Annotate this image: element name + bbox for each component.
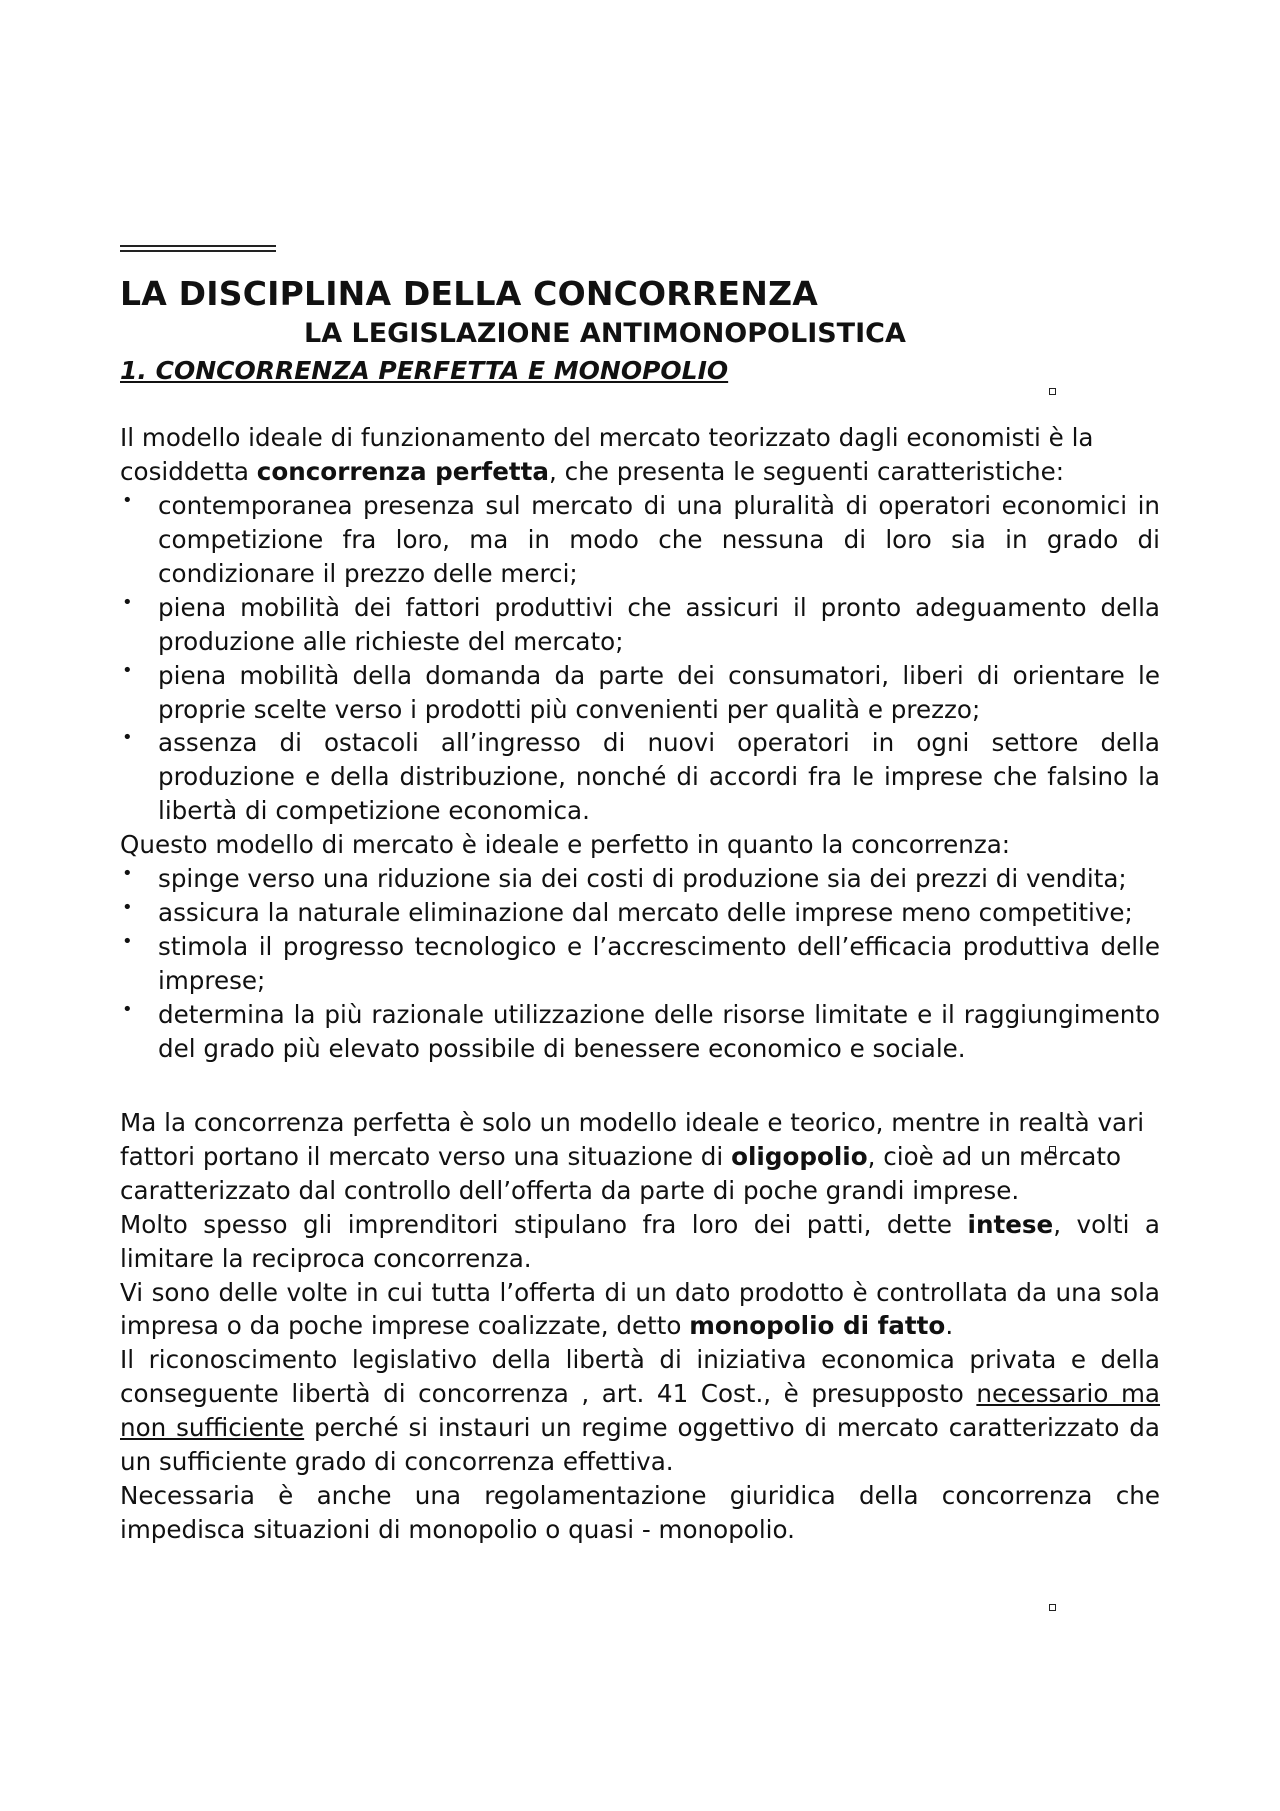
effects-list	[120, 862, 1160, 1066]
riconoscimento-text-end: perché si instauri un regime oggettivo di mercato caratterizzato da un sufficiente grado di concorrenza effettiva.	[120, 1413, 1160, 1477]
monopolio-text: Vi sono delle volte in cui tutta l’offerta di un dato prodotto è controllata da una sola impresa o da poche imprese coalizzate, detto	[120, 1277, 1160, 1341]
list-item: • determina la più razionale utilizzazione delle risorse limitate e il raggiungimento del grado più elevato possibile di benessere economico e sociale.	[120, 998, 1160, 1066]
document-subtitle: LA LEGISLAZIONE ANTIMONOPOLISTICA	[304, 318, 906, 349]
list-item: • assenza di ostacoli all’ingresso di nuovi operatori in ogni settore della produzione e della distribuzione, nonché di accordi fra le imprese che falsino la libertà di competizione economica.	[120, 726, 1160, 828]
intese-text-end: , volti a limitare la reciproca concorrenza.	[120, 1209, 1160, 1273]
intro-text-end: , che presenta le seguenti caratteristiche:	[549, 456, 1064, 486]
intro-paragraph	[120, 421, 1160, 489]
intese-text: Molto spesso gli imprenditori stipulano fra loro dei patti, dette	[120, 1209, 968, 1239]
monopolio-text-end: .	[945, 1311, 954, 1341]
oligopolio-text-end: , cioè ad un mercato caratterizzato dal controllo dell’offerta da parte di poche grandi imprese.	[120, 1141, 1122, 1205]
monopolio-paragraph	[120, 1276, 1160, 1344]
intese-paragraph	[120, 1208, 1160, 1276]
document-body	[120, 421, 1160, 1547]
header-rule	[120, 245, 276, 252]
anchor-mark-icon	[1049, 388, 1056, 395]
intese-bold-term: intese	[967, 1209, 1054, 1239]
necessaria-paragraph: Necessaria è anche una regolamentazione giuridica della concorrenza che impedisca situazioni di monopolio o quasi - monopolio.	[120, 1481, 1160, 1545]
riconoscimento-paragraph	[120, 1343, 1160, 1479]
riconoscimento-underlined-text: necessario ma non sufficiente	[120, 1379, 1161, 1443]
characteristics-list	[120, 489, 1160, 828]
list-item: • assicura la naturale eliminazione dal mercato delle imprese meno competitive;	[120, 896, 1160, 930]
oligopolio-bold-term: oligopolio	[731, 1141, 868, 1171]
anchor-mark-icon	[1049, 1604, 1056, 1611]
intro-bold-term: concorrenza perfetta	[256, 456, 550, 486]
section-heading: 1. CONCORRENZA PERFETTA E MONOPOLIO	[120, 356, 729, 385]
ideal-intro-paragraph: Questo modello di mercato è ideale e perfetto in quanto la concorrenza:	[120, 830, 1011, 860]
monopolio-bold-term: monopolio di fatto	[689, 1311, 946, 1341]
intro-text: Il modello ideale di funzionamento del mercato teorizzato dagli economisti è la cosiddetta	[120, 423, 1094, 486]
list-item: • piena mobilità dei fattori produttivi che assicuri il pronto adeguamento della produzione alle richieste del mercato;	[120, 591, 1160, 659]
riconoscimento-text: Il riconoscimento legislativo della libertà di iniziativa economica privata e della conseguente libertà di concorrenza , art. 41 Cost., è presupposto	[120, 1345, 1160, 1409]
oligopolio-paragraph	[120, 1106, 1160, 1208]
oligopolio-text: Ma la concorrenza perfetta è solo un modello ideale e teorico, mentre in realtà vari fattori portano il mercato verso una situazione di	[120, 1107, 1145, 1171]
document-title: LA DISCIPLINA DELLA CONCORRENZA	[120, 274, 818, 313]
list-item: • piena mobilità della domanda da parte dei consumatori, liberi di orientare le proprie scelte verso i prodotti più convenienti per qualità e prezzo;	[120, 659, 1160, 727]
list-item: • spinge verso una riduzione sia dei costi di produzione sia dei prezzi di vendita;	[120, 862, 1160, 896]
paragraph-gap	[120, 1066, 1160, 1106]
list-item: • stimola il progresso tecnologico e l’accrescimento dell’efficacia produttiva delle imprese;	[120, 930, 1160, 998]
list-item: • contemporanea presenza sul mercato di una pluralità di operatori economici in competizione fra loro, ma in modo che nessuna di loro sia in grado di condizionare il prezzo delle merci;	[120, 489, 1160, 591]
